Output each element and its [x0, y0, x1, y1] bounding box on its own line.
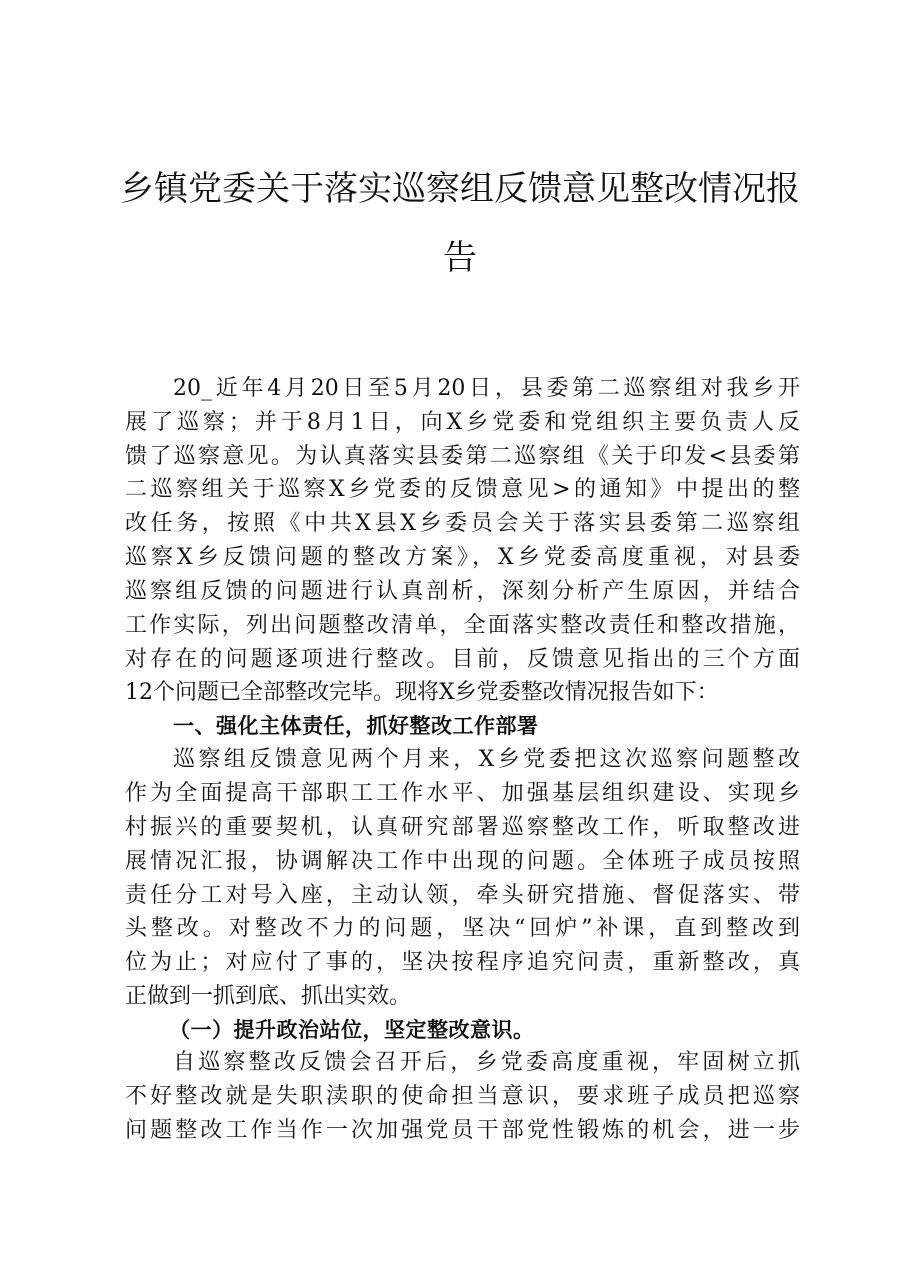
section1-line-3: 村振兴的重要契机，认真研究部署巡察整改工作，听取整改进 — [125, 815, 800, 840]
section1-line-2: 作为全面提高干部职工工作水平、加强基层组织建设、实现乡 — [125, 781, 800, 806]
intro-line-2: 展了巡察；并于8月1日，向X乡党委和党组织主要负责人反 — [125, 410, 800, 435]
document-title-line-2: 告 — [443, 238, 477, 278]
section1-line-8: 正做到一抓到底、抓出实效。 — [125, 984, 412, 1009]
section1-line-6: 头整改。对整改不力的问题，坚决“回炉”补课，直到整改到 — [125, 916, 800, 941]
intro-line-1: 20_近年4月20日至5月20日，县委第二巡察组对我乡开 — [173, 376, 800, 401]
subsection-heading-1: （一）提升政治站位，坚定整改意识。 — [169, 1018, 535, 1042]
section-heading-1: 一、强化主体责任，抓好整改工作部署 — [173, 714, 539, 738]
subsection1-line-3: 问题整改工作当作一次加强党员干部党性锻炼的机会，进一步 — [125, 1118, 800, 1143]
subsection1-line-1: 自巡察整改反馈会召开后，乡党委高度重视，牢固树立抓 — [173, 1050, 800, 1075]
document-title-line-1: 乡镇党委关于落实巡察组反馈意见整改情况报 — [120, 169, 800, 209]
intro-line-5: 改任务，按照《中共X县X乡委员会关于落实县委第二巡察组 — [125, 511, 800, 536]
intro-line-8: 工作实际，列出问题整改清单，全面落实整改责任和整改措施， — [125, 613, 800, 638]
section1-line-4: 展情况汇报，协调解决工作中出现的问题。全体班子成员按照 — [125, 849, 800, 874]
subsection1-line-2: 不好整改就是失职渎职的使命担当意识，要求班子成员把巡察 — [125, 1084, 800, 1109]
intro-line-6: 巡察X乡反馈问题的整改方案》，X乡党委高度重视，对县委 — [125, 545, 800, 570]
intro-line-10: 12个问题已全部整改完毕。现将X乡党委整改情况报告如下： — [125, 680, 719, 705]
intro-line-7: 巡察组反馈的问题进行认真剖析，深刻分析产生原因，并结合 — [125, 579, 800, 604]
section1-line-1: 巡察组反馈意见两个月来，X乡党委把这次巡察问题整改 — [173, 747, 800, 772]
intro-line-4: 二巡察组关于巡察X乡党委的反馈意见>的通知》中提出的整 — [125, 477, 800, 502]
intro-line-3: 馈了巡察意见。为认真落实县委第二巡察组《关于印发<县委第 — [125, 444, 800, 469]
intro-line-9: 对存在的问题逐项进行整改。目前，反馈意见指出的三个方面 — [125, 647, 800, 672]
section1-line-7: 位为止；对应付了事的，坚决按程序追究问责，重新整改，真 — [125, 950, 800, 975]
section1-line-5: 责任分工对号入座，主动认领，牵头研究措施、督促落实、带 — [125, 883, 800, 908]
